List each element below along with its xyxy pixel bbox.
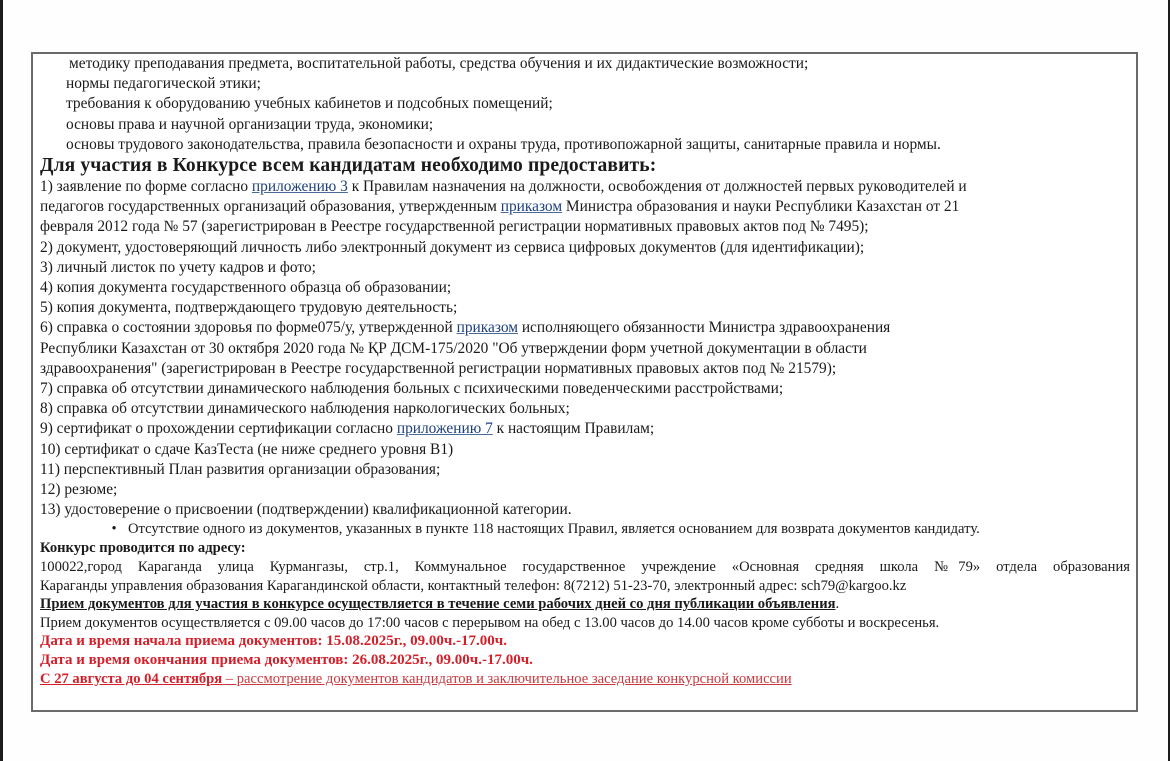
documents-heading: Для участия в Конкурсе всем кандидатам необходимо предоставить: bbox=[40, 155, 657, 177]
acceptance-hours: Прием документов осуществляется с 09.00 часов до 17:00 часов с перерывом на обед с 13.00 часов до 14.00 часов кроме субботы и воскресенья. bbox=[40, 614, 940, 631]
document-content bbox=[40, 54, 1130, 688]
item-text: 6) справка о состоянии здоровья по форме075/у, утвержденной bbox=[40, 319, 457, 337]
address-title: Конкурс проводится по адресу: bbox=[40, 540, 246, 557]
document-item-10: 10) сертификат о сдаче КазТеста (не ниже среднего уровня В1) bbox=[40, 440, 454, 458]
document-item-13: 13) удостоверение о присвоении (подтверждении) квалификационной категории. bbox=[40, 501, 572, 519]
order-link[interactable]: приказом bbox=[500, 198, 563, 216]
item-text: 1) заявление по форме согласно bbox=[40, 178, 252, 196]
document-item-11: 11) перспективный План развития организации образования; bbox=[40, 460, 441, 478]
acceptance-period-text: Прием документов для участия в конкурсе осуществляется в течение семи рабочих дней со дня публикации объявления bbox=[40, 596, 836, 613]
document-item-5: 5) копия документа, подтверждающего трудовую деятельность; bbox=[40, 299, 458, 317]
item-text: к настоящим Правилам; bbox=[492, 420, 655, 438]
document-item-6 bbox=[40, 318, 1130, 379]
item-text: Министра образования и науки Республики Казахстан от 21 bbox=[562, 198, 960, 216]
item-text: здравоохранения" (зарегистрирован в Реестре государственной регистрации нормативных правовых актов под № 21579); bbox=[40, 359, 837, 377]
item-text: педагогов государственных организаций образования, утвержденным bbox=[40, 198, 501, 216]
document-item-7: 7) справка об отсутствии динамического наблюдения больных с психическими поведенческими расстройствами; bbox=[40, 380, 784, 398]
bullet-icon: • bbox=[111, 521, 117, 538]
item-text: Республики Казахстан от 30 октября 2020 года № ҚР ДСМ-175/2020 "Об утверждении форм учетной документации в области bbox=[40, 339, 867, 357]
requirement-item: требования к оборудованию учебных кабинетов и подсобных помещений; bbox=[66, 95, 553, 113]
start-date: Дата и время начала приема документов: 15.08.2025г., 09.00ч.-17.00ч. bbox=[40, 633, 508, 650]
requirement-item: основы права и научной организации труда, экономики; bbox=[66, 115, 434, 133]
review-description: – рассмотрение документов кандидатов и заключительное заседание конкурсной комиссии bbox=[222, 670, 792, 687]
appendix-3-link[interactable]: приложению 3 bbox=[251, 178, 348, 196]
document-item-9 bbox=[40, 419, 1130, 439]
item-text: 9) сертификат о прохождении сертификации согласно bbox=[40, 420, 397, 438]
item-text: к Правилам назначения на должности, освобождения от должностей первых руководителей и bbox=[347, 178, 967, 196]
address-line-1: 100022,город Караганда улица Курмангазы, стр.1, Коммунальное государственное учреждение «Основная средняя школа №79» отдела образования bbox=[40, 559, 1130, 576]
requirement-item: методику преподавания предмета, воспитательной работы, средства обучения и их дидактические возможности; bbox=[69, 55, 809, 72]
review-period bbox=[40, 670, 1130, 689]
appendix-7-link[interactable]: приложению 7 bbox=[396, 420, 493, 438]
document-item-1 bbox=[40, 177, 1130, 238]
document-item-12: 12) резюме; bbox=[40, 481, 118, 499]
document-item-2: 2) документ, удостоверяющий личность либо электронный документ из сервиса цифровых документов (для идентификации); bbox=[40, 238, 865, 256]
document-frame bbox=[31, 52, 1138, 712]
health-order-link[interactable]: приказом bbox=[456, 319, 518, 337]
acceptance-notice bbox=[40, 595, 1130, 614]
address-line-2: Караганды управления образования Карагандинской области, контактный телефон: 8(7212) 51-23-70, электронный адрес: sch79@kargoo.kz bbox=[40, 577, 907, 594]
note-text: Отсутствие одного из документов, указанных в пункте 118 настоящих Правил, является основанием для возврата документов кандидату. bbox=[128, 521, 980, 538]
item-text: февраля 2012 года № 57 (зарегистрирован в Реестре государственной регистрации нормативных правовых актов под № 7495); bbox=[40, 218, 869, 236]
document-item-3: 3) личный листок по учету кадров и фото; bbox=[40, 258, 316, 276]
requirement-item: нормы педагогической этики; bbox=[66, 75, 261, 93]
screen-edge-left bbox=[0, 0, 3, 761]
review-dates: С 27 августа до 04 сентября bbox=[40, 670, 223, 687]
acceptance-period-dot: . bbox=[835, 596, 840, 613]
requirement-item: основы трудового законодательства, правила безопасности и охраны труда, противопожарной защиты, санитарные правила и нормы. bbox=[66, 135, 941, 153]
document-item-4: 4) копия документа государственного образца об образовании; bbox=[40, 279, 452, 297]
end-date: Дата и время окончания приема документов: 26.08.2025г., 09.00ч.-17.00ч. bbox=[40, 652, 533, 669]
item-text: исполняющего обязанности Министра здравоохранения bbox=[517, 319, 891, 337]
document-item-8: 8) справка об отсутствии динамического наблюдения наркологических больных; bbox=[40, 400, 570, 418]
missing-documents-note bbox=[40, 520, 1130, 539]
